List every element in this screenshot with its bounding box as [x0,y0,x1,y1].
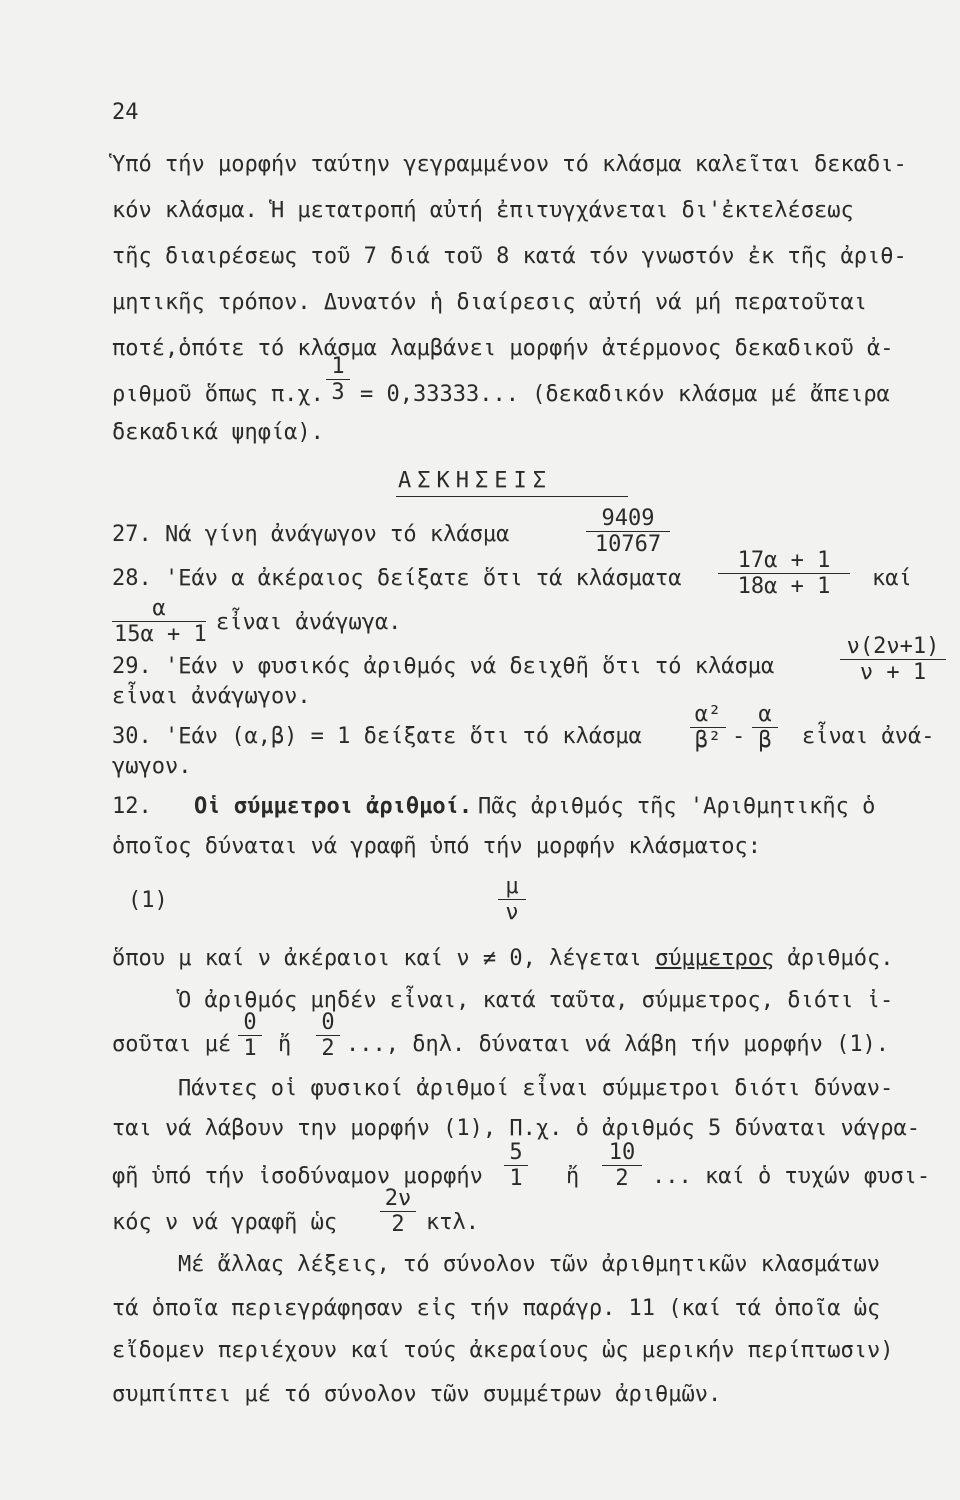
numerator: α² [690,702,726,728]
text-line: Ὁ ἀριθμός μηδέν εἶναι, κατά ταῦτα, σύμμετρος, διότι ἰ- [178,988,894,1013]
defined-term: σύμμετρος [655,946,775,971]
denominator: ν + 1 [859,660,927,686]
denominator: 15α + 1 [114,622,207,648]
exercise-29: 29. 'Εάν ν φυσικός ἀριθμός νά δειχθῆ ὅτι τό κλάσμα [112,654,775,679]
text-line: γωγον. [112,754,192,779]
heading-underline [396,496,628,497]
fraction [504,1140,528,1192]
section-number: 12. [112,794,152,819]
text-line: σοῦται μέ [112,1032,232,1057]
text-line: ται νά λάβουν την μορφήν (1), Π.χ. ὁ ἀριθμός 5 δύναται νάγρα- [112,1116,920,1141]
exercise-27: 27. Νά γίνη ἀνάγωγον τό κλάσμα [112,522,510,547]
text-line [112,946,894,971]
numerator: 10 [602,1140,642,1166]
text-line: εἶναι ἀνά- [802,724,935,749]
numerator: 0 [238,1010,262,1036]
text-line: Ὑπό τήν μορφήν ταύτην γεγραμμένον τό κλάσμα καλεῖται δεκαδι- [112,152,907,177]
text-line: Μέ ἄλλας λέξεις, τό σύνολον τῶν ἀριθμητικῶν κλασμάτων [178,1252,880,1277]
text-line: ..., δηλ. δύναται νά λάβη τήν μορφήν (1). [346,1032,890,1057]
page-number: 24 [112,100,139,125]
fraction [238,1010,262,1062]
fraction-one-third [326,354,350,406]
numerator: 0 [316,1010,340,1036]
text-part: ἀριθμός. [787,946,894,971]
text-line: Πᾶς ἀριθμός τῆς 'Αριθμητικῆς ὁ [478,794,876,819]
denominator: ν [505,900,519,926]
text-part: ὅπου μ καί ν ἀκέραιοι καί ν ≠ 0, λέγεται [112,946,642,971]
section-heading: ΑΣΚΗΣΕΙΣ [398,468,552,493]
fraction-mu-nu [498,874,526,926]
minus-sign: - [732,724,746,749]
text-line: ποτέ,ὁπότε τό κλάσμα λαμβάνει μορφήν ἀτέρμονος δεκαδικοῦ ἀ- [112,336,894,361]
denominator: β [758,728,772,754]
text-word: ἤ [278,1032,292,1057]
denominator: 2 [391,1212,405,1238]
equation-label: (1) [128,888,168,913]
fraction [586,506,670,558]
text-line: μητικῆς τρόπον. Δυνατόν ἡ διαίρεσις αὐτή νά μή περατοῦται [112,290,867,315]
numerator: 9409 [586,506,670,532]
fraction [316,1010,340,1062]
section-title: Οἱ σύμμετροι ἀριθμοί. [194,794,473,819]
fraction [718,548,850,600]
text-line: κτλ. [426,1210,479,1235]
denominator: 2 [321,1036,335,1062]
text-word: καί [872,566,912,591]
text-line: εἶναι ἀνάγωγον. [112,684,311,709]
numerator: 1 [326,354,350,380]
denominator: 1 [509,1166,523,1192]
text-line: τά ὁποῖα περιεγράφησαν εἰς τήν παράγρ. 11 (καί τά ὁποῖα ὡς [112,1296,881,1321]
fraction [112,596,206,648]
text-line: εἴδομεν περιέχουν καί τούς ἀκεραίους ὡς μερικήν περίπτωσιν) [112,1338,894,1363]
numerator: 17α + 1 [718,548,850,574]
text-line: Πάντες οἱ φυσικοί ἀριθμοί εἶναι σύμμετροι διότι δύναν- [178,1076,894,1101]
numerator: ν(2ν+1) [840,634,946,660]
fraction [752,702,778,754]
denominator: 3 [331,380,345,406]
exercise-28: 28. 'Εάν α ἀκέραιος δείξατε ὅτι τά κλάσματα [112,566,682,591]
fraction [602,1140,642,1192]
fraction [840,634,946,686]
denominator: 1 [243,1036,257,1062]
text-line: = 0,33333... (δεκαδικόν κλάσμα μέ ἄπειρα [360,382,890,407]
numerator: 5 [504,1140,528,1166]
numerator: α [752,702,778,728]
text-line: τῆς διαιρέσεως τοῦ 7 διά τοῦ 8 κατά τόν γνωστόν ἐκ τῆς ἀριθ- [112,244,907,269]
text-word: ἤ [566,1164,580,1189]
exercise-30: 30. 'Εάν (α,β) = 1 δείξατε ὅτι τό κλάσμα [112,724,642,749]
numerator: α [112,596,206,622]
fraction [380,1186,416,1238]
text-line: ὁποῖος δύναται νά γραφῆ ὑπό τήν μορφήν κλάσματος: [112,834,762,859]
text-line: ριθμοῦ ὅπως π.χ. [112,382,324,407]
denominator: 18α + 1 [737,574,831,600]
text-line: δεκαδικά ψηφία). [112,420,324,445]
denominator: 2 [615,1166,629,1192]
text-line: ... καί ὁ τυχών φυσι- [652,1164,931,1189]
text-line: κόν κλάσμα. Ἡ μετατροπή αὐτή ἐπιτυγχάνεται δι'ἐκτελέσεως [112,198,854,223]
fraction [690,702,726,754]
text-line: κός ν νά γραφῆ ὡς [112,1210,338,1235]
text-line: συμπίπτει μέ τό σύνολον τῶν συμμέτρων ἀριθμῶν. [112,1382,722,1407]
denominator: β² [694,728,722,754]
text-line: φῆ ὑπό τήν ἰσοδύναμον μορφήν [112,1164,483,1189]
denominator: 10767 [594,532,662,558]
numerator: μ [498,874,526,900]
text-line: εἶναι ἀνάγωγα. [216,610,402,635]
numerator: 2ν [380,1186,416,1212]
